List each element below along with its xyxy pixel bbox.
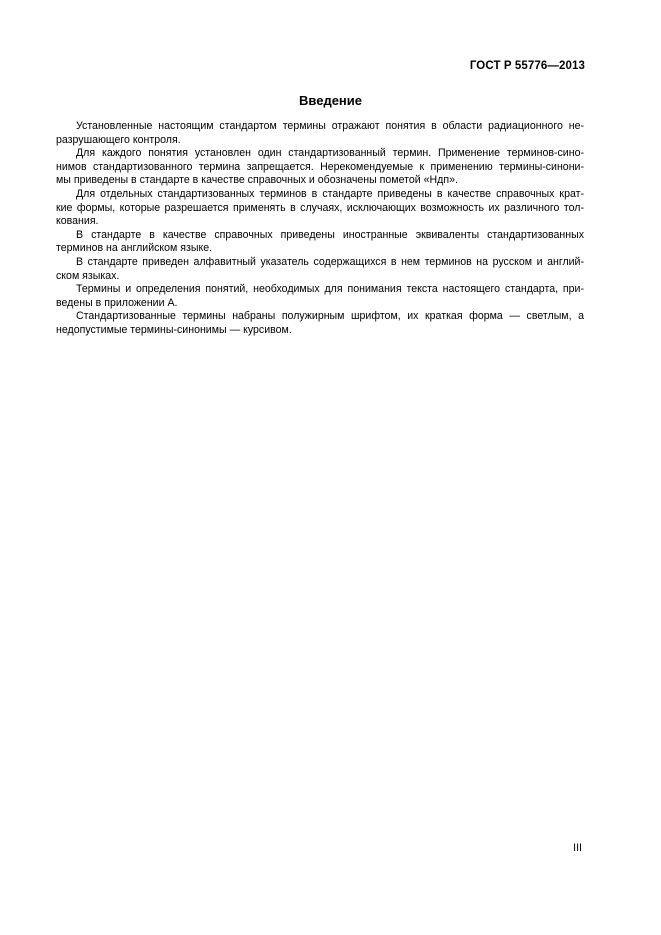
text-line: кования.: [56, 215, 99, 228]
text-line: терминов на английском языке.: [56, 242, 213, 255]
text-line: недопустимые термины-синонимы — курсивом.: [56, 323, 292, 336]
text-line: кие формы, которые разрешается применять в случаях, исключающих возможность их различного тол-: [56, 201, 584, 214]
section-title: Введение: [299, 93, 362, 108]
text-line: мы приведены в стандарте в качестве справочных и обозначены пометой «Ндп».: [56, 174, 458, 187]
text-line: Термины и определения понятий, необходимых для понимания текста настоящего стандарта, при-: [76, 283, 584, 296]
introduction-body: [56, 120, 584, 338]
text-line: В стандарте приведен алфавитный указатель содержащихся в нем терминов на русском и англий-: [76, 255, 584, 268]
text-line: нимов стандартизованного термина запрещается. Нерекомендуемые к применению термины-синони-: [56, 160, 584, 173]
text-line: Установленные настоящим стандартом термины отражают понятия в области радиационного не-: [76, 120, 584, 132]
text-line: разрушающего контроля.: [56, 133, 181, 146]
text-line: В стандарте в качестве справочных приведены иностранные эквиваленты стандартизованных: [76, 228, 584, 241]
page-number: III: [573, 842, 582, 854]
text-line: Стандартизованные термины набраны полужирным шрифтом, их краткая форма — светлым, а: [76, 310, 584, 323]
standard-code-header: ГОСТ Р 55776—2013: [469, 60, 585, 72]
text-line: Для отдельных стандартизованных терминов в стандарте приведены в качестве справочных крат-: [76, 187, 584, 200]
text-line: Для каждого понятия установлен один стандартизованный термин. Применение терминов-сино-: [76, 147, 584, 160]
text-line: ском языках.: [56, 269, 120, 282]
text-line: ведены в приложении А.: [56, 296, 178, 309]
